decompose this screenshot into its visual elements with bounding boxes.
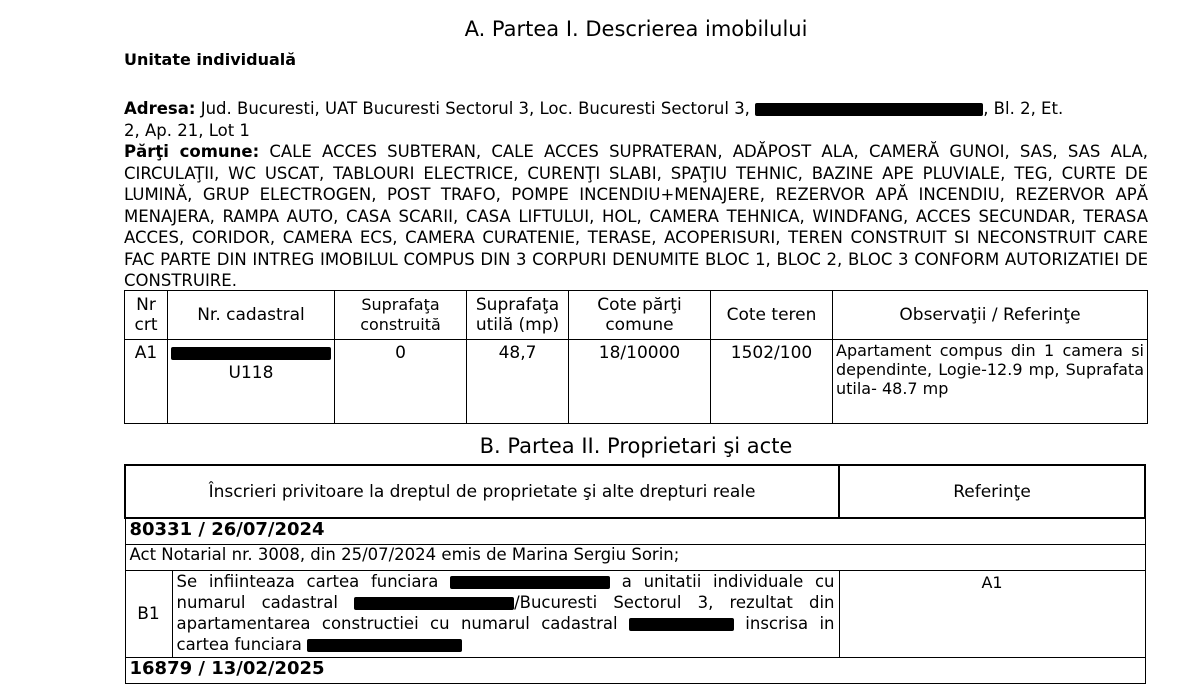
cell-cote-teren: 1502/100 [711,340,833,424]
address-text-3: 2, Ap. 21, Lot 1 [124,120,250,140]
b1-text-3: /Bucuresti Sectorul 3, rezultat din apartamentarea constructiei cu numarul cadastral [176,592,835,633]
col-cote-teren: Cote teren [711,291,833,340]
b1-text-4: inscrisa in cartea funciara [176,613,835,654]
owners-table [124,464,1146,684]
part-a-title: A. Partea I. Descrierea imobilului [464,17,808,41]
b1-text-2: a unitatii individuale cu numarul cadastral [176,571,835,612]
unit-table [124,290,1148,424]
unit-table-row [125,340,1148,424]
b1-label: B1 [126,571,173,657]
address-label: Adresa: [124,99,196,118]
redacted-cadastral-3 [629,618,734,631]
address-text-2: , Bl. 2, Et. [983,99,1064,118]
entry-id: 80331 / 26/07/2024 [125,518,1145,544]
redacted-cf-2 [307,639,462,652]
entry2-row [125,657,1145,683]
entry2-id: 16879 / 13/02/2025 [125,657,1145,683]
common-parts-label: Părţi comune: [124,142,260,161]
b1-row [125,570,1145,657]
address-paragraph [124,98,1148,141]
common-parts-text: CALE ACCES SUBTERAN, CALE ACCES SUPRATERAN, ADĂPOST ALA, CAMERĂ GUNOI, SAS, SAS ALA, CIRCULAŢII, WC USCAT, TABLOURI ELECTRICE, CURENŢI SLABI, SPAŢIU TEHNIC, BAZINE APE PLUVIALE, TEG, CURTE DE LUMINĂ, GRUP ELECTROGEN, POST TRAFO, POMPE INCENDIU+MENAJERE, REZERVOR APĂ INCENDIU, REZERVOR APĂ MENAJERA, RAMPA AUTO, CASA SCARII, CASA LIFTULUI, HOL, CAMERA TEHNICA, WINDFANG, ACCES SECUNDAR, TERASA ACCES, CORIDOR, CAMERA ECS, CAMERA CURATENIE, TERASE, ACOPERISURI, TEREN CONSTRUIT SI NECONSTRUIT CARE FAC PARTE DIN INTREG IMOBILUL COMPUS DIN 3 CORPURI DENUMITE BLOC 1, BLOC 2, BLOC 3 CONFORM AUTORIZATIEI DE CONSTRUIRE. [124,142,1148,290]
act-row [125,544,1145,570]
col-observatii: Observaţii / Referinţe [833,291,1148,340]
redacted-cadastral-2 [354,597,514,610]
cell-cadastral [168,340,335,424]
b1-cell [125,570,839,657]
unit-table-header [125,291,1148,340]
entry-id-row [125,518,1145,544]
cell-observatii: Apartament compus din 1 camera si dependinte, Logie-12.9 mp, Suprafata utila- 48.7 mp [833,340,1148,424]
cell-supr-util: 48,7 [467,340,569,424]
header-referinte: Referinţe [839,465,1145,518]
cell-nr-crt: A1 [125,340,168,424]
col-nr-crt: Nr crt [125,291,168,340]
unit-subtitle: Unitate individuală [124,50,297,69]
cell-cote-parti: 18/10000 [569,340,711,424]
address-text-1: Jud. Bucuresti, UAT Bucuresti Sectorul 3, Loc. Bucuresti Sectorul 3, [200,99,750,118]
cadastral-suffix: U118 [228,363,274,383]
owners-table-header [125,465,1145,518]
col-supr-util: Suprafaţa utilă (mp) [467,291,569,340]
b1-text [173,571,839,657]
col-cadastral: Nr. cadastral [168,291,335,340]
header-inscrieri: Înscrieri privitoare la dreptul de proprietate şi alte drepturi reale [125,465,839,518]
b1-referinta: A1 [839,570,1145,657]
redacted-cadastral [171,347,331,360]
cell-supr-constr: 0 [335,340,467,424]
part-b-title: B. Partea II. Proprietari şi acte [479,434,793,458]
redacted-street [755,103,983,116]
redacted-cf-number [450,576,610,589]
act-notarial: Act Notarial nr. 3008, din 25/07/2024 emis de Marina Sergiu Sorin; [125,544,1145,570]
col-supr-constr: Suprafaţa construită [335,291,467,340]
b1-text-1: Se infiinteaza cartea funciara [176,571,439,591]
col-cote-parti: Cote părţi comune [569,291,711,340]
common-parts-paragraph [124,141,1148,292]
